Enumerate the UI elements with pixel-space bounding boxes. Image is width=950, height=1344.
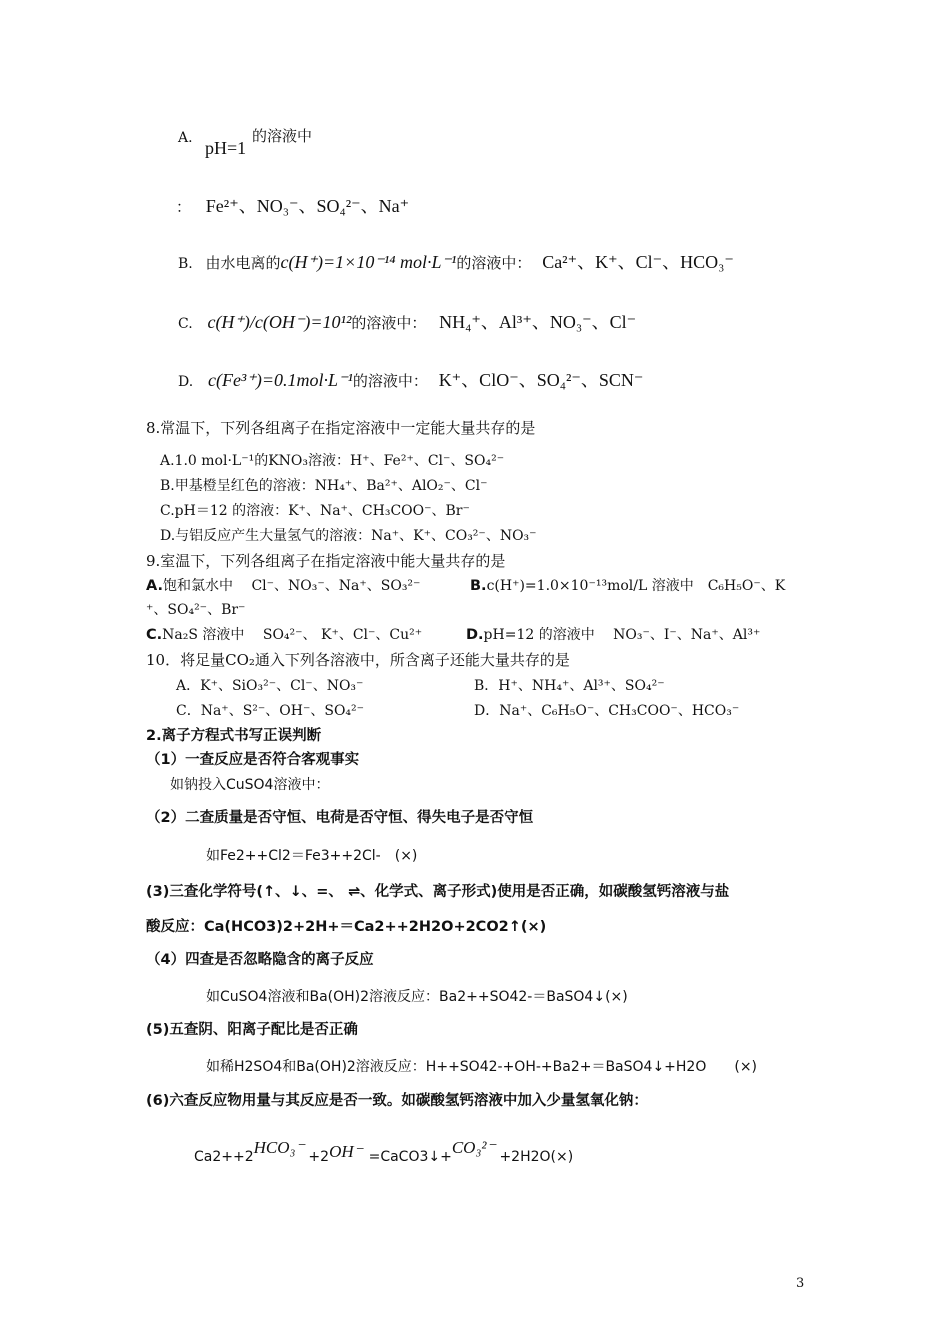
bicarbonate-ion: HCO₃⁻: [253, 1138, 305, 1157]
q10-option-b: B．H⁺、NH₄⁺、Al³⁺、SO₄²⁻: [474, 678, 665, 694]
option-b-condition: c(H⁺)=1×10⁻¹⁴ mol·L⁻¹: [280, 252, 457, 272]
option-c-prev: C. c(H⁺)/c(OH⁻)=10¹²的溶液中： NH₄⁺、Al³⁺、NO₃⁻、Cl⁻: [178, 312, 637, 332]
q9-option-b: B.c(H⁺)=1.0×10⁻¹³mol/L 溶液中 C₆H₅O⁻、K: [470, 578, 786, 594]
check-1-example: 如钠投入CuSO4溶液中：: [170, 777, 330, 793]
q8-option-d: D.与铝反应产生大量氢气的溶液：Na⁺、K⁺、CO₃²⁻、NO₃⁻: [160, 528, 537, 544]
option-a-condition: pH=1: [205, 138, 247, 158]
q9-option-c: C.Na₂S 溶液中 SO₄²⁻、 K⁺、Cl⁻、Cu²⁺: [146, 627, 423, 643]
option-d-prev: D. c(Fe³⁺)=0.1mol·L⁻¹的溶液中： K⁺、ClO⁻、SO₄²⁻、SCN⁻: [178, 370, 644, 390]
q8-option-c: C.pH＝12 的溶液：K⁺、Na⁺、CH₃COO⁻、Br⁻: [160, 503, 470, 519]
option-c-ions: NH₄⁺、Al³⁺、NO₃⁻、Cl⁻: [439, 312, 637, 332]
q9-option-a: A.饱和氯水中 Cl⁻、NO₃⁻、Na⁺、SO₃²⁻: [146, 578, 421, 594]
q8-option-a: A.1.0 mol·L⁻¹的KNO₃溶液：H⁺、Fe²⁺、Cl⁻、SO₄²⁻: [160, 453, 505, 469]
check-3-example: 酸反应：Ca(HCO3)2+2H+＝Ca2++2H2O+2CO2↑(×): [146, 919, 547, 935]
check-5-example: 如稀H2SO4和Ba(OH)2溶液反应：H++SO42-+OH-+Ba2+＝BaSO4↓+H2O (×): [206, 1059, 758, 1075]
q10-option-a: A．K⁺、SiO₃²⁻、Cl⁻、NO₃⁻: [176, 678, 364, 694]
section-2-title: 2.离子方程式书写正误判断: [146, 728, 322, 744]
q10-option-c: C．Na⁺、S²⁻、OH⁻、SO₄²⁻: [176, 703, 365, 719]
q9-option-b-cont: ⁺、SO₄²⁻、Br⁻: [146, 602, 246, 618]
q8-option-b: B.甲基橙呈红色的溶液：NH₄⁺、Ba²⁺、AlO₂⁻、Cl⁻: [160, 478, 488, 494]
check-2-example: 如Fe2++Cl2＝Fe3++2Cl- (×): [206, 848, 418, 864]
hydroxide-ion: OH⁻: [329, 1142, 363, 1161]
check-5-heading: (5)五查阴、阳离子配比是否正确: [146, 1022, 358, 1038]
option-b-ions: Ca²⁺、K⁺、Cl⁻、HCO₃⁻: [542, 252, 734, 272]
option-a-prev: A.: [178, 130, 193, 146]
check-4-example: 如CuSO4溶液和Ba(OH)2溶液反应：Ba2++SO42-＝BaSO4↓(×): [206, 989, 628, 1005]
check-6-equation: Ca2++2HCO₃⁻ +2OH⁻ =CaCO3↓+CO₃²⁻ +2H2O(×): [194, 1138, 574, 1165]
carbonate-ion: CO₃²⁻: [451, 1138, 496, 1157]
check-4-heading: （4）四查是否忽略隐含的离子反应: [146, 952, 374, 968]
option-a-ions: Fe²⁺、NO₃⁻、SO₄²⁻、Na⁺: [205, 196, 410, 216]
check-2-heading: （2）二查质量是否守恒、电荷是否守恒、得失电子是否守恒: [146, 810, 534, 826]
option-a-ions-line: ： Fe²⁺、NO₃⁻、SO₄²⁻、Na⁺: [176, 196, 410, 216]
check-3-heading: (3)三查化学符号(↑、↓、=、 ⇌、化学式、离子形式)使用是否正确，如碳酸氢钙溶液与盐: [146, 884, 730, 900]
q10-stem: 10．将足量CO₂通入下列各溶液中，所含离子还能大量共存的是: [146, 651, 570, 669]
option-a-tail: 的溶液中: [252, 127, 313, 145]
option-d-condition: c(Fe³⁺)=0.1mol·L⁻¹: [207, 370, 353, 390]
q8-stem: 8.常温下，下列各组离子在指定溶液中一定能大量共存的是: [146, 419, 536, 437]
option-d-ions: K⁺、ClO⁻、SO₄²⁻、SCN⁻: [438, 370, 644, 390]
q9-option-d: D.pH=12 的溶液中 NO₃⁻、I⁻、Na⁺、Al³⁺: [466, 627, 761, 643]
option-c-condition: c(H⁺)/c(OH⁻)=10¹²: [207, 312, 352, 332]
q9-stem: 9.室温下，下列各组离子在指定溶液中能大量共存的是: [146, 552, 506, 570]
page-number: 3: [796, 1276, 805, 1291]
option-b-prev: B. 由水电离的c(H⁺)=1×10⁻¹⁴ mol·L⁻¹的溶液中： Ca²⁺、K⁺、Cl⁻、HCO₃⁻: [178, 252, 734, 272]
check-1-heading: （1）一查反应是否符合客观事实: [146, 752, 360, 768]
check-6-heading: (6)六查反应物用量与其反应是否一致。如碳酸氢钙溶液中加入少量氢氧化钠：: [146, 1093, 648, 1109]
q10-option-d: D．Na⁺、C₆H₅O⁻、CH₃COO⁻、HCO₃⁻: [474, 703, 740, 719]
